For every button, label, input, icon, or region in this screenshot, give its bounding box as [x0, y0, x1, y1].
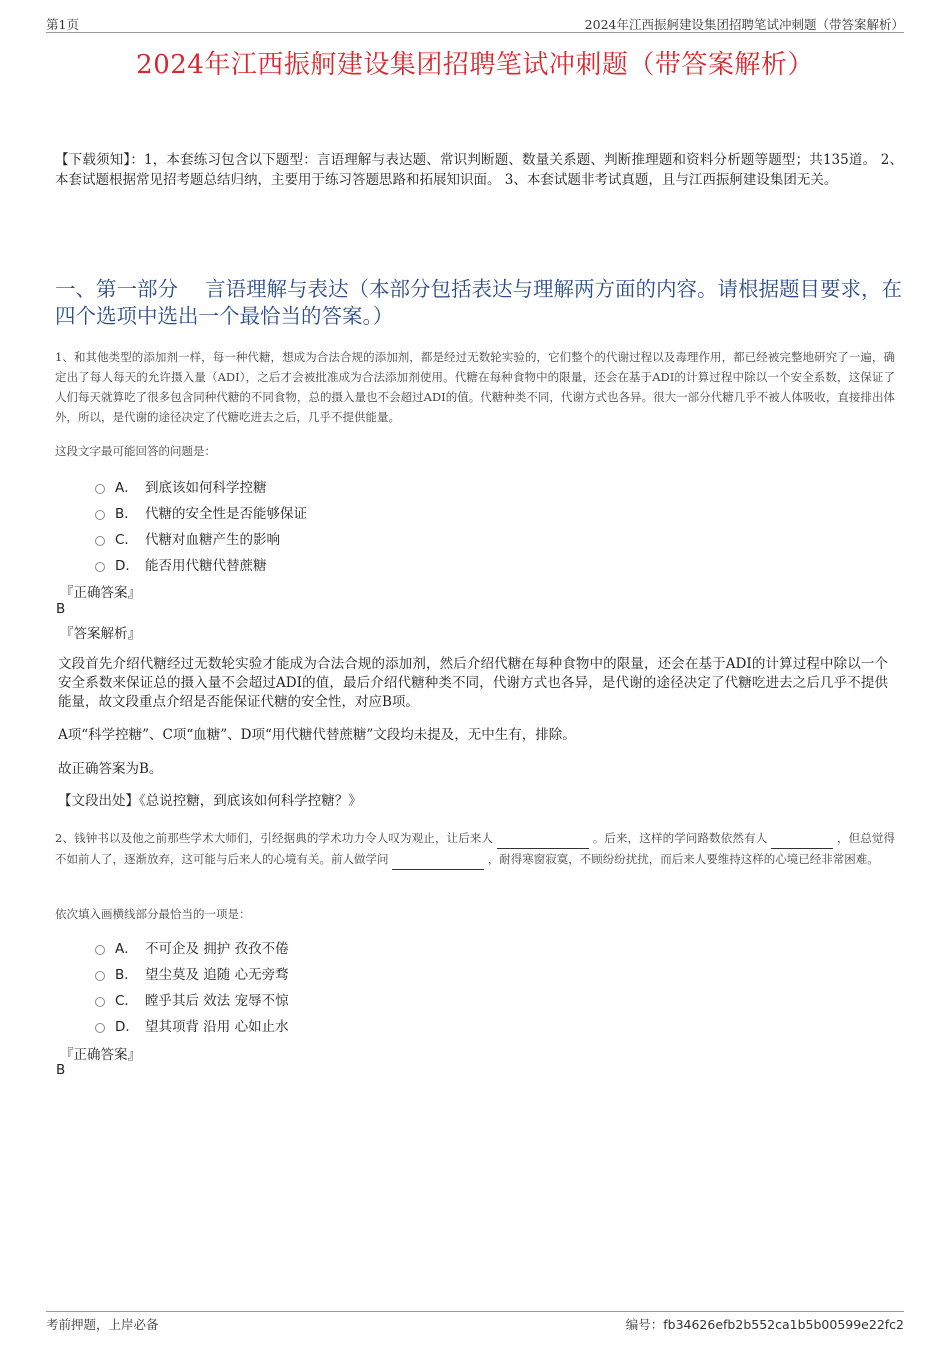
- radio-icon[interactable]: [95, 536, 105, 546]
- radio-icon[interactable]: [95, 1023, 105, 1033]
- option-b[interactable]: B． 代糖的安全性是否能够保证: [95, 499, 495, 525]
- analysis-source: 【文段出处】《总说控糖，到底该如何科学控糖？》: [58, 793, 362, 809]
- question-2-stem: 2、钱钟书以及他之前那些学术大师们，引经据典的学术功力令人叹为观止，让后来人 。后来，这样的学问路数依然有人 ，但总觉得不如前人了，逐渐放弃，这可能与后来人的心境有关。前人做学问 ，耐得寒窗寂寞，不顾纷纷扰扰，而后来人要维持这样的心境已经非常困难。: [55, 828, 895, 870]
- footer-code: 编号：fb34626efb2b552ca1b5b00599e22fc2: [625, 1317, 904, 1332]
- radio-icon[interactable]: [95, 945, 105, 955]
- correct-answer: B: [56, 601, 66, 617]
- section-heading: 一、第一部分 言语理解与表达（本部分包括表达与理解两方面的内容。请根据题目要求，在四个选项中选出一个最恰当的答案。）: [55, 277, 903, 328]
- option-c[interactable]: C． 瞠乎其后 效法 宠辱不惊: [95, 986, 495, 1012]
- page-number: 第1页: [46, 17, 79, 32]
- option-d[interactable]: D． 望其项背 沿用 心如止水: [95, 1012, 495, 1038]
- correct-answer-label: 『正确答案』: [60, 1047, 141, 1063]
- radio-icon[interactable]: [95, 510, 105, 520]
- question-1-prompt: 这段文字最可能回答的问题是：: [55, 444, 216, 458]
- blank-1[interactable]: [497, 828, 589, 849]
- page-footer: [46, 1311, 904, 1332]
- option-d[interactable]: D． 能否用代糖代替蔗糖: [95, 551, 495, 577]
- page-header: [46, 14, 904, 33]
- option-a[interactable]: A． 不可企及 拥护 孜孜不倦: [95, 934, 495, 960]
- correct-answer: B: [56, 1062, 66, 1078]
- radio-icon[interactable]: [95, 997, 105, 1007]
- radio-icon[interactable]: [95, 484, 105, 494]
- analysis-paragraph-2: A项“科学控糖”、C项“血糖”、D项“用代糖代替蔗糖”文段均未提及，无中生有，排除。: [58, 727, 576, 743]
- analysis-paragraph-3: 故正确答案为B。: [58, 761, 163, 777]
- question-2-prompt: 依次填入画横线部分最恰当的一项是：: [55, 907, 251, 921]
- header-doc-title: 2024年江西振舸建设集团招聘笔试冲刺题（带答案解析）: [584, 17, 904, 32]
- radio-icon[interactable]: [95, 971, 105, 981]
- blank-2[interactable]: [771, 828, 833, 849]
- correct-answer-label: 『正确答案』: [60, 585, 141, 601]
- question-2-options: [95, 934, 495, 1038]
- option-b[interactable]: B． 望尘莫及 追随 心无旁骛: [95, 960, 495, 986]
- radio-icon[interactable]: [95, 562, 105, 572]
- analysis-paragraph-1: 文段首先介绍代糖经过无数轮实验才能成为合法合规的添加剂，然后介绍代糖在每种食物中的限量，还会在基于ADI的计算过程中除以一个安全系数来保证总的摄入量不会超过ADI的值，最后介绍代糖种类不同，代谢方式也各异，是代谢的途径决定了代糖吃进去之后几乎不提供能量，故文段重点介绍是否能保证代糖的安全性，对应B项。: [58, 656, 888, 710]
- footer-slogan: 考前押题，上岸必备: [46, 1317, 159, 1332]
- analysis-label: 『答案解析』: [60, 626, 141, 642]
- page-title: 2024年江西振舸建设集团招聘笔试冲刺题（带答案解析）: [136, 50, 814, 80]
- download-notice: 【下载须知】：1，本套练习包含以下题型：言语理解与表达题、常识判断题、数量关系题、判断推理题和资料分析题等题型；共135道。 2、本套试题根据常见招考题总结归纳，主要用于练习答题思路和拓展知识面。 3、本套试题非考试真题，且与江西振舸建设集团无关。: [55, 152, 903, 188]
- blank-3[interactable]: [392, 849, 484, 870]
- question-1-options: [95, 473, 495, 577]
- option-a[interactable]: A． 到底该如何科学控糖: [95, 473, 495, 499]
- option-c[interactable]: C． 代糖对血糖产生的影响: [95, 525, 495, 551]
- question-1-stem: 1、和其他类型的添加剂一样，每一种代糖，想成为合法合规的添加剂，都是经过无数轮实验的，它们整个的代谢过程以及毒理作用，都已经被完整地研究了一遍，确定出了每人每天的允许摄入量（ADI），之后才会被批准成为合法添加剂使用。代糖在每种食物中的限量，还会在基于ADI的计算过程中除以一个安全系数，这保证了人们每天就算吃了很多包含同种代糖的不同食物，总的摄入量也不会超过ADI的值。代糖种类不同，代谢方式也各异。很大一部分代糖几乎不被人体吸收，直接排出体外，所以，是代谢的途径决定了代糖吃进去之后，几乎不提供能量。: [55, 350, 895, 424]
